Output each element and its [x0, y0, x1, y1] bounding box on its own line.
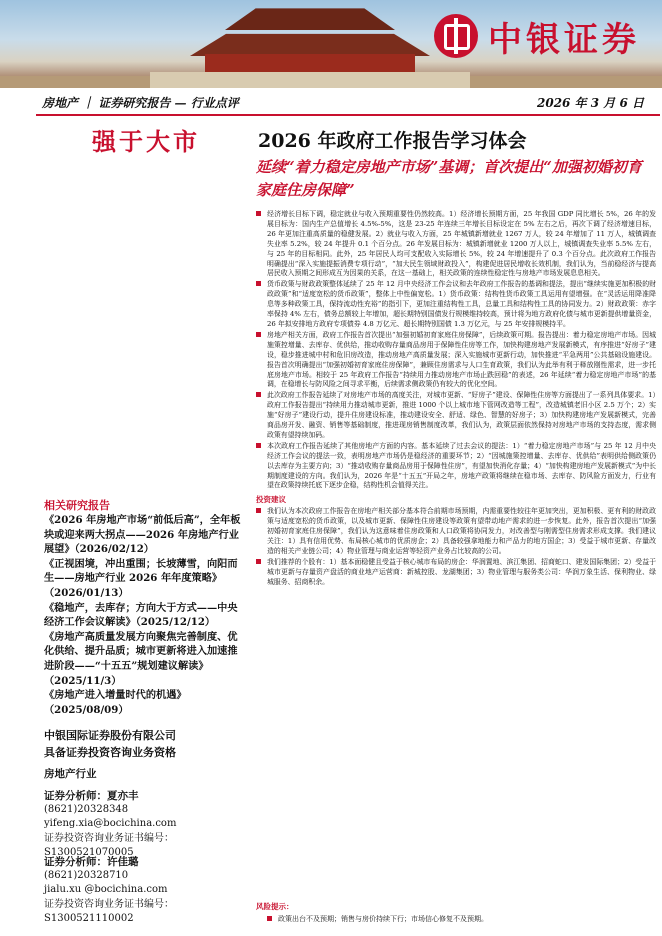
risk-section [256, 898, 656, 924]
doc-type: 房地产 ｜ 证券研究报告 — 行业点评 [42, 96, 239, 110]
related-report-item[interactable]: 《2026 年房地产市场“前低后高”，全年板块或迎来两大拐点——2026 年房地产行业展望》（2026/02/12） [44, 514, 241, 556]
analyst-phone: (8621)20328710 [44, 870, 129, 882]
bullet-icon [256, 392, 261, 397]
analyst-card [44, 855, 244, 926]
sector-label: 房地产行业 [44, 768, 97, 780]
brand-name: 中银证券 [488, 20, 640, 60]
related-reports-list [44, 513, 242, 717]
analyst-email[interactable]: jialu.xu @bocichina.com [44, 884, 168, 896]
report-date: 2026 年 3 月 6 日 [537, 96, 644, 110]
body-paragraph: 本次政府工作报告延续了其他房地产方面的内容。基本延续了过去会议的提法：1）“着力稳定房地产市场”与 25 年 12 月中央经济工作会议的提法一致，表明房地产市场仍是稳经济的重要环节；2）“因城施策控增量、去库存、优供给”表明供给侧政策仍以去库存为主要方向；3）“推动收购存量商品房用于保障性住房”，有望加快消化存量；4）“加快构建房地产发展新模式”为中长期制度建设的方向。我们认为，2026 年是“十五五”开局之年，房地产政策将继续在稳市场、去库存、防风险方面发力，行业有望在政策持续托底下逐步企稳，结构性机会值得关注。 [256, 442, 656, 492]
bullet-icon [256, 332, 261, 337]
related-report-item[interactable]: 《稳地产，去库存；方向大于方式——中央经济工作会议解读》（2025/12/12） [44, 601, 238, 629]
related-report-item[interactable]: 《正视困境，冲出重围；长坡薄雪，向阳而生——房地产行业 2026 年年度策略》（2026/01/13） [44, 557, 238, 599]
analyst-license: 证券投资咨询业务证书编号：S1300521070005 [44, 832, 174, 858]
risk-heading: 风险提示： [256, 902, 294, 911]
palace-hall [205, 54, 415, 74]
body-paragraph: 经济增长目标下调，稳定就业与收入预期重要性仍然较高。1）经济增长预期方面，25 年我国 GDP 同比增长 5%，26 年的发展目标为：国内生产总值增长 4.5%-5%，这是 23-25 年连续三年增长目标设定在 5% 左右之后，再次下调了经济增速目标，26 年更加注重高质量的稳健发展。2）就业与收入方面，25 年城镇新增就业 1267 万人，较 24 年增加了 11 万人，城镇调查失业率 5.2%，较 24 年提升 0.1 个百分点。26 年发展目标为：城镇新增就业 1200 万人以上，城镇调查失业率 5.5% 左右，与 25 年的目标相同。此外，25 年居民人均可支配收入实际增长 5%，较 24 年增速提升了 0.3 个百分点。此次政府工作报告明确提出“深入实施提振消费专项行动”，“加大民生领域财政投入”，构建促进居民增收长效机制，我们认为，当前稳经济与提高居民收入预期之间形成互为因果的关系，在这一基础上，相关政策的连续性稳定性与房地产市场发展息息相关。 [256, 210, 656, 279]
palace-roof-upper [225, 6, 395, 30]
company-qualification: 具备证券投资咨询业务资格 [44, 746, 176, 759]
report-subtitle: 延续“着力稳定房地产市场”基调；首次提出“加强初婚初育家庭住房保障” [256, 158, 642, 199]
palace-base [150, 72, 470, 88]
bullet-icon [256, 443, 261, 448]
bullet-icon [256, 559, 261, 564]
brand-logo [434, 10, 652, 70]
bullet-icon [256, 281, 261, 286]
body-paragraph: 我们认为本次政府工作报告在房地产相关部分基本符合前期市场预期，内需重要性较往年更加突出，更加积极、更有利的财政政策与适度宽松的货币政策，以及城市更新、保障性住房建设等政策有望带动地产需求的进一步恢复。此外，报告首次提出“加强初婚初育家庭住房保障”，我们认为这意味着住房政策和人口政策将协同发力，对改善型与刚需型住房需求形成支撑。我们建议关注：1）具有信用优势、布局核心城市的优质房企；2）具备较强拿地能力和产品力的地方国企；3）受益于城市更新、存量改造的相关产业链公司；4）物业管理与商业运营等轻资产业务占比较高的公司。 [256, 507, 656, 557]
bullet-icon [267, 916, 272, 921]
investment-advice-heading: 投资建议 [256, 495, 286, 505]
body-paragraph: 货币政策与财政政策整体延续了 25 年 12 月中央经济工作会议和去年政府工作报告的基调和提法，提出“继续实施更加积极的财政政策”和“适度宽松的货币政策”，整体上中性偏宽松。1）货币政策：结构性货币政策工具运用有望增强。在“灵活运用降准降息等多种政策工具，保持流动性充裕”的指引下，更加注重结构性工具，总量工具和结构性工具的协同发力。2）财政政策：赤字率保持 4% 左右，债务总额较上年增加，超长期特别国债发行规模维持较高，预计将为地方政府化债与城市更新提供增量资金，26 年拟安排地方政府专项债券 4.8 万亿元、超长期特别国债 1.3 万亿元，与 25 年安排规模持平。 [256, 280, 656, 330]
analyst-name: 证券分析师：夏亦丰 [44, 790, 139, 802]
report-type-bar [0, 88, 662, 114]
company-info [44, 727, 244, 761]
bullet-icon [256, 211, 261, 216]
analyst-card [44, 789, 244, 860]
header-banner [0, 0, 662, 88]
industry-rating: 强于大市 [92, 127, 200, 156]
company-name: 中银国际证券股份有限公司 [44, 729, 176, 742]
related-reports-heading: 相关研究报告 [44, 499, 110, 512]
related-report-item[interactable]: 《房地产高质量发展方向聚焦完善制度、优化供给、提升品质；城市更新将进入加速推进阶段——“十五五”规划建议解读》（2025/11/3） [44, 630, 238, 687]
risk-text: 政策出台不及预期；销售与房价持续下行；市场信心修复不及预期。 [256, 914, 656, 924]
body-paragraph: 房地产相关方面，政府工作报告首次提出“加强初婚初育家庭住房保障”，后续政策可期。报告提出：着力稳定房地产市场。因城施策控增量、去库存、优供给，推动收购存量商品房用于保障性住房等工作，加快构建房地产发展新模式，有序推进“好房子”建设，稳步推进城中村和危旧房改造，推动房地产高质量发展；深入实施城市更新行动，加快推进“平急两用”公共基础设施建设。报告首次明确提出“加强初婚初育家庭住房保障”，兼顾住房需求与人口生育政策，我们认为此举有利于释放刚性需求，进一步托底房地产市场。相较于 25 年政府工作报告“持续用力推动房地产市场止跌回稳”的表述，26 年延续“着力稳定房地产市场”的基调，在稳增长与防风险之间寻求平衡，后续需求侧政策仍有较大的优化空间。 [256, 331, 656, 390]
bullet-icon [256, 508, 261, 513]
analyst-email[interactable]: yifeng.xia@bocichina.com [44, 818, 177, 830]
boc-logo-icon [434, 14, 478, 58]
body-paragraph: 此次政府工作报告延续了对房地产市场的高度关注，对城市更新、“好房子”建设、保障性住房等方面提出了一系列具体要求。1）政府工作报告提出“持续用力推动城市更新，推进 1000 个以上城市地下管网改造等工程”，改造城镇老旧小区 2.5 万个；2）实施“好房子”建设行动，提升住房建设标准，推动建设安全、舒适、绿色、智慧的好房子；3）加快构建房地产发展新模式，完善商品房开发、融资、销售等基础制度，推进现房销售制度改革，我们认为，政策层面依然保持对房地产市场的支持态度，需求侧政策有望持续加码。 [256, 391, 656, 441]
body-paragraph: 我们推荐的个股有：1）基本面稳健且受益于核心城市布局的房企：华润置地、滨江集团、招商蛇口、建发国际集团；2）受益于城市更新与存量资产盘活的商业地产运营商：新城控股、龙湖集团；3）物业管理与服务类公司：华润万象生活、保利物业、绿城服务、招商积余。 [256, 558, 656, 588]
analyst-phone: (8621)20328348 [44, 804, 129, 816]
related-report-item[interactable]: 《房地产进入增量时代的机遇》（2025/08/09） [44, 689, 187, 716]
report-body [256, 210, 656, 589]
analyst-name: 证券分析师：许佳璐 [44, 856, 139, 868]
report-title: 2026 年政府工作报告学习体会 [258, 130, 527, 152]
analyst-license: 证券投资咨询业务证书编号：S1300521110002 [44, 898, 174, 924]
header-rule [36, 114, 660, 116]
